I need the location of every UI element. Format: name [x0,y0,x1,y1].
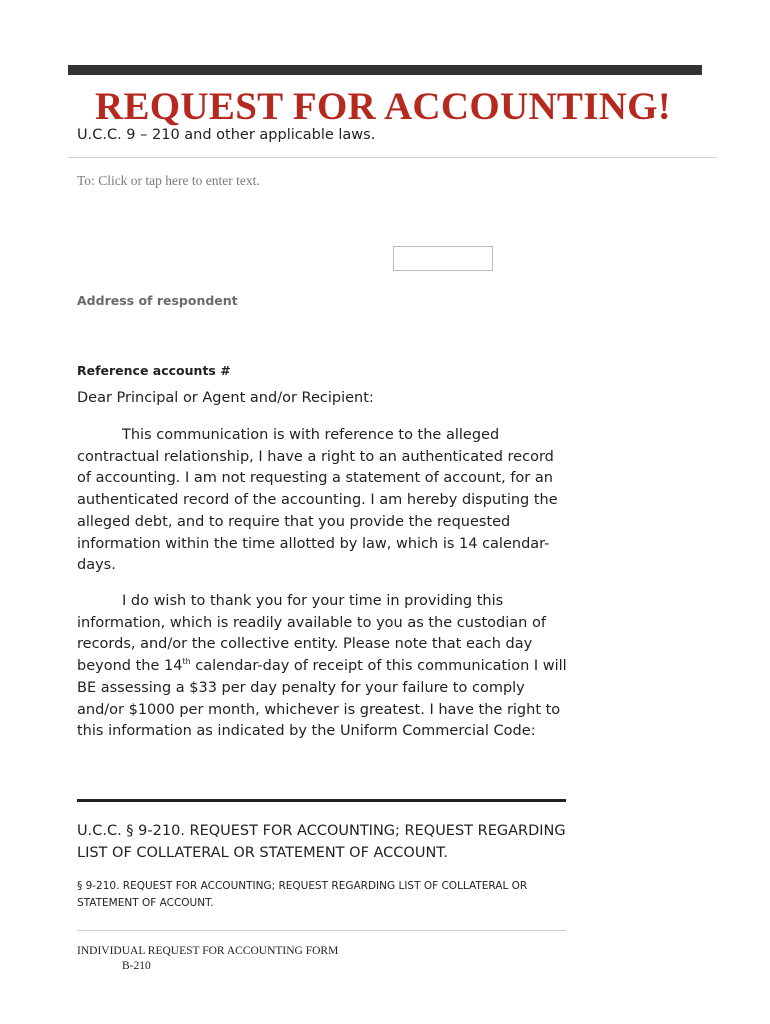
ordinal-superscript: th [182,657,191,667]
footer-divider [77,930,566,931]
to-field[interactable] [77,173,260,189]
footer-form-code: B-210 [122,960,151,972]
reference-label: Reference accounts # [77,363,231,378]
header-bar [68,65,702,75]
document-subtitle: U.C.C. 9 – 210 and other applicable laws. [77,127,376,143]
to-placeholder[interactable]: Click or tap here to enter text. [98,173,260,188]
document-title: REQUEST FOR ACCOUNTING! [95,85,672,128]
paragraph-1-text: This communication is with reference to the alleged contractual relationship, I have a right to an authenticated record of accounting. I am not requesting a statement of account, for an authenticated record of the accounting. I am hereby disputing the alleged debt, and to require that you provide the requested information within the time allotted by law, which is 14 calendar-days. [77,427,558,574]
address-label: Address of respondent [77,293,238,308]
footer-form-name: INDIVIDUAL REQUEST FOR ACCOUNTING FORM [77,945,339,957]
section-heading: U.C.C. § 9-210. REQUEST FOR ACCOUNTING; REQUEST REGARDING LIST OF COLLATERAL OR STATEMENT OF ACCOUNT. [77,823,566,861]
header-divider [68,157,717,158]
address-input-box[interactable] [393,246,493,271]
paragraph-2-text-a: I do wish to thank you for your time in providing this information, which is readily available to you as the custodian of records, and/or the collective entity. Please note that each day beyond the 14 [77,593,546,675]
to-label: To: [77,173,95,188]
body-paragraph-2 [77,591,572,743]
paragraph-2-text-b: calendar-day of receipt of this communication I will BE assessing a $33 per day penalty for your failure to comply and/or $1000 per month, whichever is greatest. I have the right to this information as indicated by the Uniform Commercial Code: [77,658,567,740]
body-paragraph-1 [77,425,572,577]
section-divider [77,799,566,802]
salutation: Dear Principal or Agent and/or Recipient: [77,390,374,406]
section-subheading: § 9-210. REQUEST FOR ACCOUNTING; REQUEST REGARDING LIST OF COLLATERAL OR STATEMENT OF ACCOUNT. [77,880,528,909]
